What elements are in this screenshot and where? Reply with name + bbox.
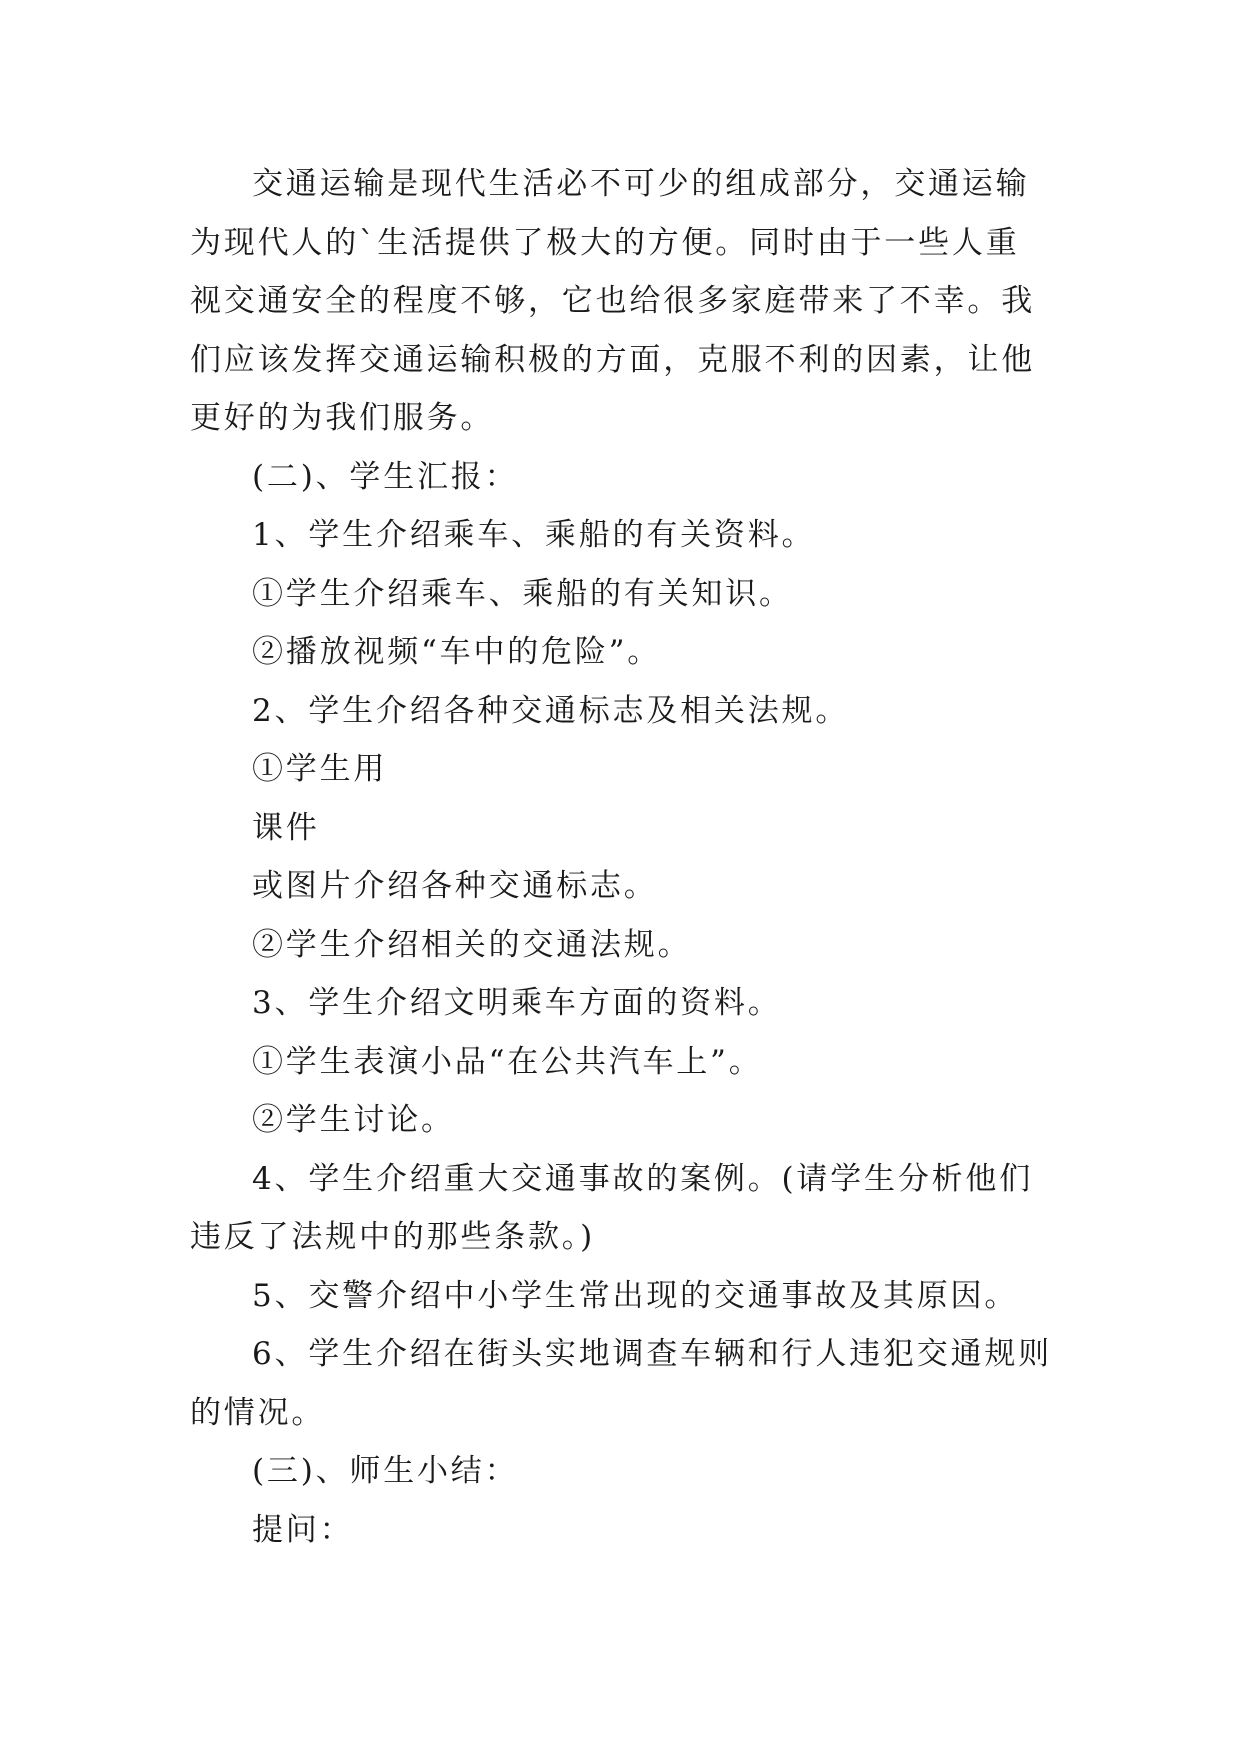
document-body [190,155,1052,1559]
list-item: 5、交警介绍中小学生常出现的交通事故及其原因。 [252,1277,1019,1314]
list-item: 3、学生介绍文明乘车方面的资料。 [252,985,782,1021]
list-subitem: ①学生用 [252,751,388,787]
list-item: 2、学生介绍各种交通标志及相关法规。 [252,692,850,729]
list-subitem-fragment: 或图片介绍各种交通标志。 [252,868,658,904]
question-label: 提问： [252,1511,354,1548]
section-heading-student-report: (二)、学生汇报： [252,458,519,495]
list-item: 4、学生介绍重大交通事故的案例。(请学生分析他们违反了法规中的那些条款。) [190,1160,1034,1255]
list-item: 1、学生介绍乘车、乘船的有关资料。 [252,517,816,553]
paragraph-intro: 交通运输是现代生活必不可少的组成部分，交通运输为现代人的`生活提供了极大的方便。同时由于一些人重视交通安全的程度不够，它也给很多家庭带来了不幸。我们应该发挥交通运输积极的方面，克服不利的因素，让他更好的为我们服务。 [190,166,1035,436]
section-heading-summary: (三)、师生小结： [252,1453,519,1489]
list-subitem: ②播放视频“车中的危险”。 [252,634,662,670]
list-subitem-fragment: 课件 [252,809,320,846]
list-subitem: ①学生介绍乘车、乘船的有关知识。 [252,575,793,612]
list-subitem: ②学生讨论。 [252,1102,455,1138]
list-subitem: ②学生介绍相关的交通法规。 [252,926,692,963]
list-subitem: ①学生表演小品“在公共汽车上”。 [252,1043,763,1080]
list-item: 6、学生介绍在街头实地调查车辆和行人违犯交通规则的情况。 [190,1336,1052,1431]
